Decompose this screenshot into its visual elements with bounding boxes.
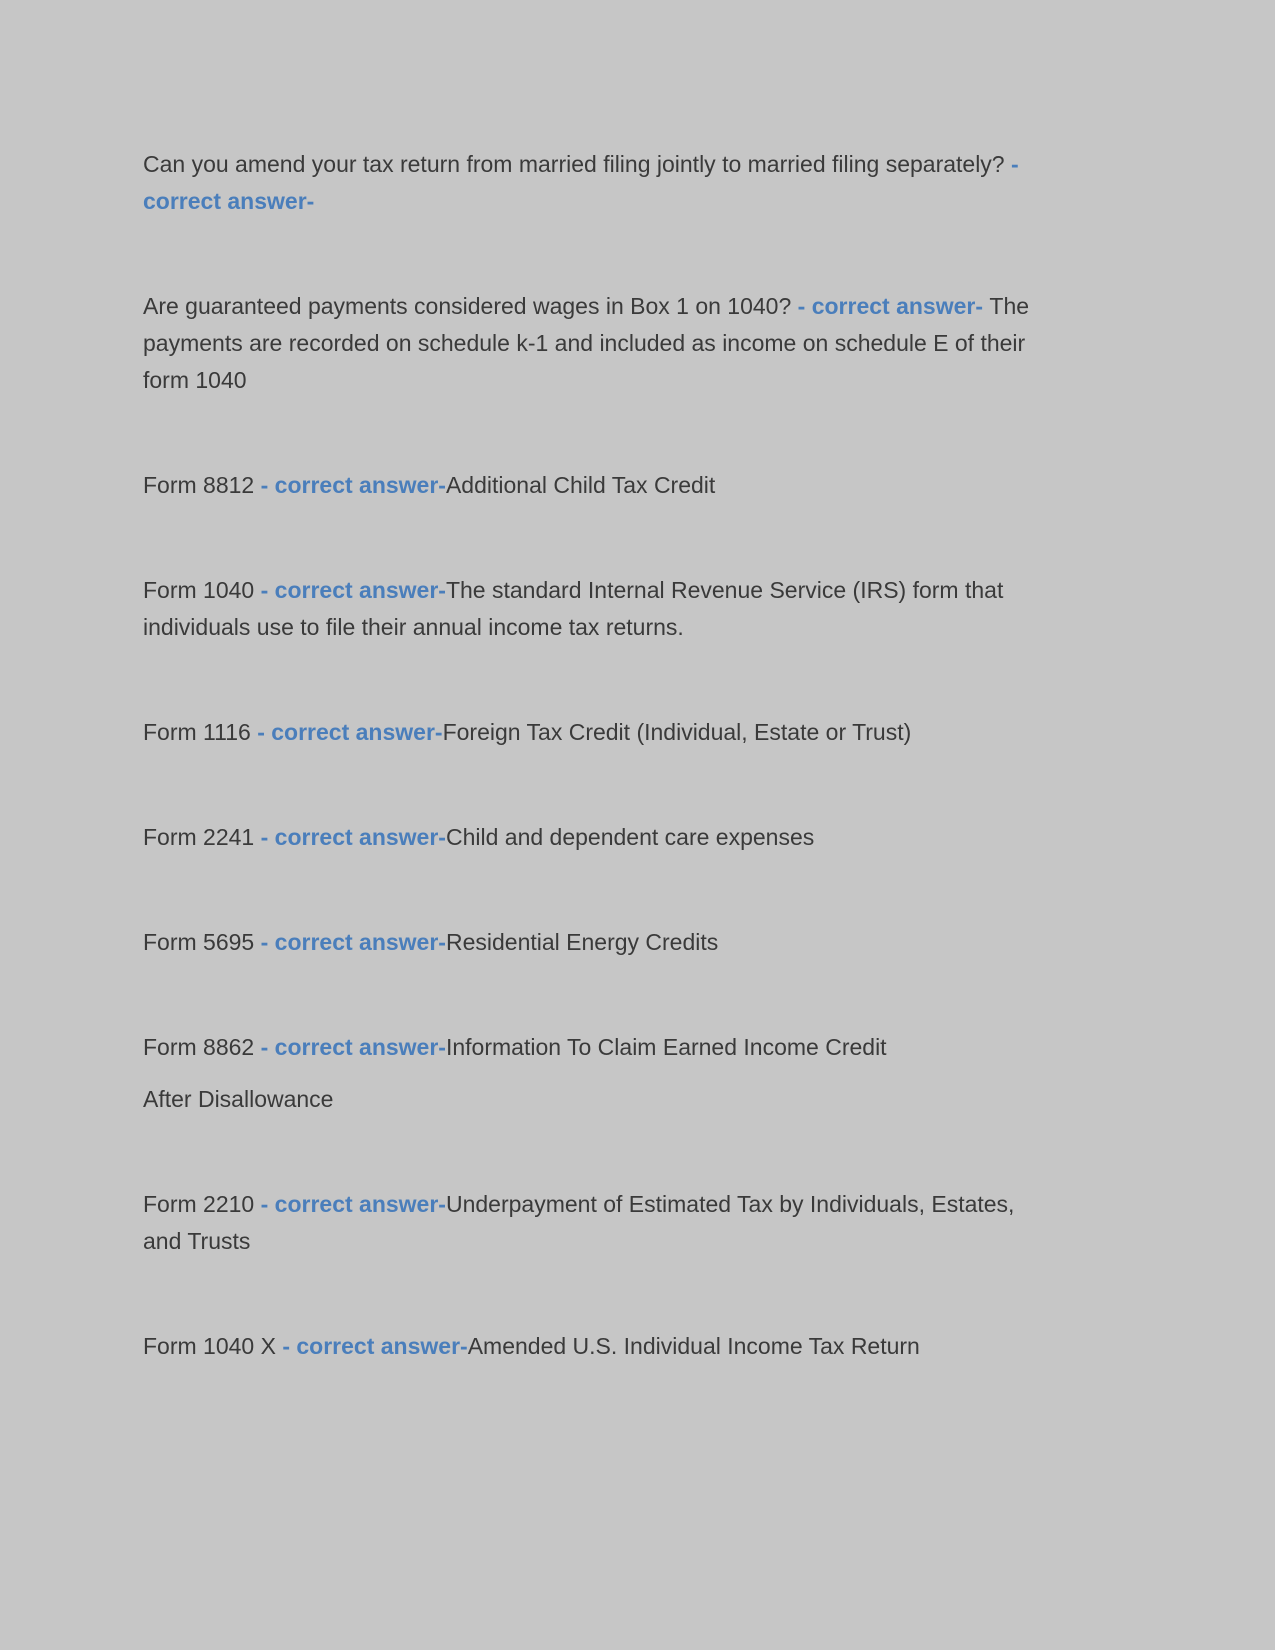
answer-text: Underpayment of Estimated Tax by Individuals, Estates, and Trusts	[143, 1191, 1015, 1254]
question-text: Form 2210	[143, 1191, 261, 1217]
qa-text	[143, 1186, 1058, 1260]
qa-text	[143, 1328, 1058, 1365]
answer-text: Information To Claim Earned Income Credit	[445, 1034, 887, 1060]
question-text: Form 8862	[143, 1034, 261, 1060]
question-text: Form 5695	[143, 929, 261, 955]
question-text: Form 1040	[143, 577, 261, 603]
qa-block	[143, 288, 1058, 399]
qa-text	[143, 714, 1058, 751]
qa-text	[143, 288, 1058, 399]
qa-block	[143, 1186, 1058, 1260]
correct-answer-marker: - correct answer-	[257, 719, 443, 745]
qa-block	[143, 146, 1058, 220]
qa-block	[143, 924, 1058, 961]
question-text: Form 1116	[143, 719, 258, 745]
answer-text: Foreign Tax Credit (Individual, Estate or Trust)	[442, 719, 912, 745]
answer-extra-line: After Disallowance	[143, 1086, 334, 1112]
correct-answer-marker: - correct answer-	[282, 1333, 468, 1359]
qa-block	[143, 572, 1058, 646]
qa-text	[143, 924, 1058, 961]
qa-text	[143, 1029, 1058, 1066]
qa-block	[143, 1029, 1058, 1118]
correct-answer-marker: - correct answer-	[797, 293, 990, 319]
qa-text	[143, 819, 1058, 856]
correct-answer-marker: - correct answer-	[260, 577, 446, 603]
answer-text: Child and dependent care expenses	[445, 824, 815, 850]
question-text: Form 8812	[143, 472, 261, 498]
qa-block	[143, 467, 1058, 504]
qa-block	[143, 1328, 1058, 1365]
answer-text: The standard Internal Revenue Service (IRS) form that individuals use to file their annual income tax returns.	[143, 577, 1004, 640]
answer-text: The payments are recorded on schedule k-1 and included as income on schedule E of their form 1040	[143, 293, 1030, 393]
correct-answer-marker: - correct answer-	[260, 1034, 446, 1060]
correct-answer-marker: - correct answer-	[260, 1191, 446, 1217]
question-text: Form 2241	[143, 824, 261, 850]
answer-text: Residential Energy Credits	[445, 929, 719, 955]
qa-text	[143, 572, 1058, 646]
correct-answer-marker: - correct answer-	[260, 472, 446, 498]
qa-block	[143, 819, 1058, 856]
correct-answer-marker: - correct answer-	[260, 929, 446, 955]
qa-text	[143, 146, 1058, 220]
question-text: Are guaranteed payments considered wages in Box 1 on 1040?	[143, 293, 798, 319]
correct-answer-marker: - correct answer-	[143, 151, 1019, 214]
qa-text	[143, 467, 1058, 504]
qa-block	[143, 714, 1058, 751]
answer-text: Additional Child Tax Credit	[445, 472, 716, 498]
correct-answer-marker: - correct answer-	[260, 824, 446, 850]
question-text: Form 1040 X	[143, 1333, 283, 1359]
answer-text: Amended U.S. Individual Income Tax Return	[467, 1333, 920, 1359]
question-text: Can you amend your tax return from married filing jointly to married filing separately?	[143, 151, 1011, 177]
